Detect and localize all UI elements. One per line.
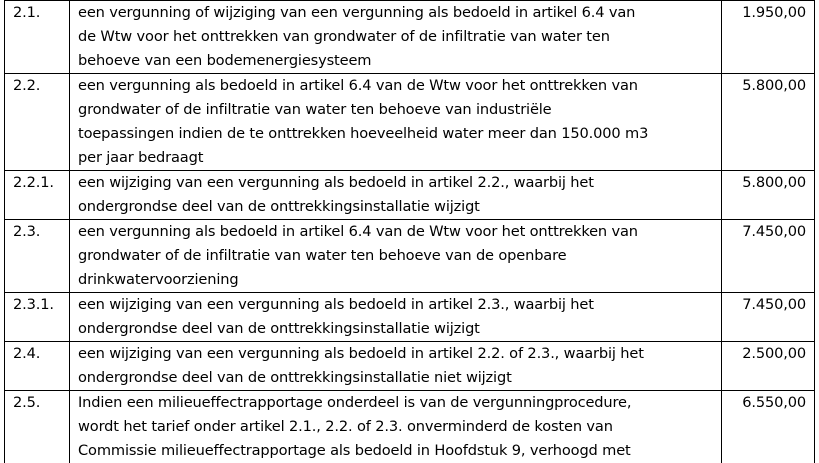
article-description: Indien een milieueffectrapportage onderdeel is van de vergunningprocedure, wordt het tarief onder artikel 2.1., 2.2. of 2.3. onverminderd de kosten van Commissie milieueffectrapportage als bedoeld in Hoofdstuk 9, verhoogd met xyxy=(70,391,722,463)
tariff-table xyxy=(4,0,815,463)
article-number: 2.1. xyxy=(5,1,70,74)
table-row xyxy=(5,220,815,293)
article-description: een wijziging van een vergunning als bedoeld in artikel 2.2., waarbij het ondergrondse deel van de onttrekkingsinstallatie wijzigt xyxy=(70,171,722,220)
article-description: een vergunning als bedoeld in artikel 6.4 van de Wtw voor het onttrekken van grondwater of de infiltratie van water ten behoeve van industriële toepassingen indien de te onttrekken hoeveelheid water meer dan 150.000 m3 per jaar bedraagt xyxy=(70,74,722,171)
table-row xyxy=(5,391,815,463)
table-row xyxy=(5,74,815,171)
article-number: 2.2. xyxy=(5,74,70,171)
article-description: een wijziging van een vergunning als bedoeld in artikel 2.3., waarbij het ondergrondse deel van de onttrekkingsinstallatie wijzigt xyxy=(70,293,722,342)
article-description: een vergunning als bedoeld in artikel 6.4 van de Wtw voor het onttrekken van grondwater of de infiltratie van water ten behoeve van de openbare drinkwatervoorziening xyxy=(70,220,722,293)
tariff-amount: 5.800,00 xyxy=(722,171,815,220)
tariff-amount: 1.950,00 xyxy=(722,1,815,74)
article-number: 2.2.1. xyxy=(5,171,70,220)
article-number: 2.5. xyxy=(5,391,70,463)
article-description: een wijziging van een vergunning als bedoeld in artikel 2.2. of 2.3., waarbij het ondergrondse deel van de onttrekkingsinstallatie niet wijzigt xyxy=(70,342,722,391)
table-row xyxy=(5,342,815,391)
article-number: 2.3. xyxy=(5,220,70,293)
table-row xyxy=(5,1,815,74)
article-number: 2.3.1. xyxy=(5,293,70,342)
article-description: een vergunning of wijziging van een vergunning als bedoeld in artikel 6.4 van de Wtw voor het onttrekken van grondwater of de infiltratie van water ten behoeve van een bodemenergiesysteem xyxy=(70,1,722,74)
table-row xyxy=(5,171,815,220)
article-number: 2.4. xyxy=(5,342,70,391)
table-row xyxy=(5,293,815,342)
tariff-amount: 5.800,00 xyxy=(722,74,815,171)
tariff-amount: 7.450,00 xyxy=(722,220,815,293)
tariff-amount: 7.450,00 xyxy=(722,293,815,342)
tariff-amount: 2.500,00 xyxy=(722,342,815,391)
tariff-amount: 6.550,00 xyxy=(722,391,815,463)
